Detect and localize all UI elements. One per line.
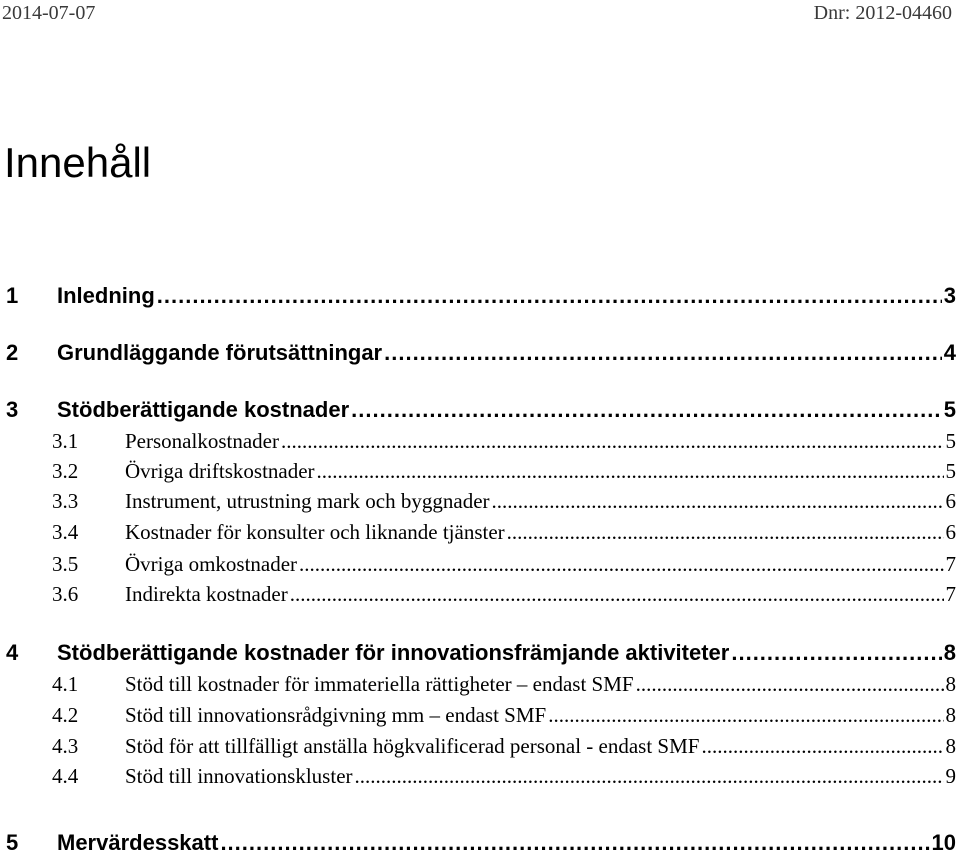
toc-entry-number: 4 xyxy=(6,640,19,665)
dot-leader xyxy=(317,459,944,484)
toc-entry-label: Övriga driftskostnader xyxy=(125,459,315,483)
toc-entry-number: 4.1 xyxy=(52,672,79,696)
toc-entry-number: 2 xyxy=(6,340,19,365)
toc-entry-4[interactable] xyxy=(6,640,956,670)
toc-entry-number: 3.2 xyxy=(52,459,79,483)
dot-leader xyxy=(355,764,944,789)
dot-leader xyxy=(701,734,943,759)
toc-entry-2[interactable] xyxy=(6,340,956,370)
toc-entry-3-5[interactable] xyxy=(52,552,956,582)
toc-entry-3[interactable] xyxy=(6,397,956,427)
toc-entry-page: 6 xyxy=(945,489,956,513)
toc-entry-page: 5 xyxy=(943,397,956,422)
toc-entry-4-3[interactable] xyxy=(52,734,956,764)
toc-entry-label: Indirekta kostnader xyxy=(125,582,288,606)
dot-leader xyxy=(731,640,941,666)
toc-entry-number: 3 xyxy=(6,397,19,422)
toc-entry-number: 3.4 xyxy=(52,520,79,544)
toc-entry-label: Kostnader för konsulter och liknande tjänster xyxy=(125,520,505,544)
dot-leader xyxy=(220,830,929,856)
toc-entry-page: 10 xyxy=(931,830,956,855)
toc-entry-4-2[interactable] xyxy=(52,703,956,733)
dot-leader xyxy=(492,489,944,514)
dot-leader xyxy=(636,672,944,697)
toc-entry-label: Instrument, utrustning mark och byggnader xyxy=(125,489,490,513)
dot-leader xyxy=(290,582,944,607)
dot-leader xyxy=(299,552,943,577)
toc-entry-3-4[interactable] xyxy=(52,520,956,550)
toc-entry-label: Övriga omkostnader xyxy=(125,552,298,576)
toc-entry-number: 3.1 xyxy=(52,429,79,453)
dot-leader xyxy=(281,429,944,454)
toc-entry-page: 4 xyxy=(943,340,956,365)
toc-entry-4-4[interactable] xyxy=(52,764,956,794)
toc-entry-page: 5 xyxy=(945,459,956,483)
toc-entry-label: Stödberättigande kostnader för innovationsfrämjande aktiviteter xyxy=(57,640,730,665)
toc-entry-page: 6 xyxy=(945,520,956,544)
toc-entry-number: 3.5 xyxy=(52,552,79,576)
toc-entry-label: Stöd till innovationsrådgivning mm – endast SMF xyxy=(125,703,547,727)
toc-entry-label: Stöd till innovationskluster xyxy=(125,764,353,788)
dot-leader xyxy=(548,703,943,728)
dot-leader xyxy=(351,397,942,423)
toc-entry-page: 7 xyxy=(945,552,956,576)
toc-entry-page: 9 xyxy=(945,764,956,788)
toc-entry-label: Stödberättigande kostnader xyxy=(57,397,350,422)
toc-entry-number: 3.6 xyxy=(52,582,79,606)
toc-entry-page: 8 xyxy=(945,672,956,696)
toc-entry-number: 1 xyxy=(6,283,19,308)
toc-entry-label: Personalkostnader xyxy=(125,429,279,453)
toc-entry-3-2[interactable] xyxy=(52,459,956,489)
dot-leader xyxy=(157,283,942,309)
toc-entry-number: 5 xyxy=(6,830,19,855)
toc-entry-3-3[interactable] xyxy=(52,489,956,519)
toc-entry-5[interactable] xyxy=(6,830,956,860)
toc-title: Innehåll xyxy=(4,139,152,186)
toc-entry-number: 4.2 xyxy=(52,703,79,727)
toc-entry-page: 8 xyxy=(945,703,956,727)
toc-entry-page: 5 xyxy=(945,429,956,453)
toc-entry-page: 7 xyxy=(945,582,956,606)
dot-leader xyxy=(384,340,942,366)
toc-entry-label: Stöd för att tillfälligt anställa högkvalificerad personal - endast SMF xyxy=(125,734,700,758)
toc-entry-3-1[interactable] xyxy=(52,429,956,459)
toc-entry-number: 3.3 xyxy=(52,489,79,513)
toc-entry-number: 4.4 xyxy=(52,764,79,788)
toc-entry-page: 8 xyxy=(945,734,956,758)
toc-entry-3-6[interactable] xyxy=(52,582,956,612)
toc-entry-page: 3 xyxy=(943,283,956,308)
toc-entry-page: 8 xyxy=(943,640,956,665)
toc-entry-label: Grundläggande förutsättningar xyxy=(57,340,383,365)
dot-leader xyxy=(507,520,944,545)
toc-entry-label: Mervärdesskatt xyxy=(57,830,219,855)
header-date: 2014-07-07 xyxy=(2,2,96,24)
toc-entry-1[interactable] xyxy=(6,283,956,313)
toc-entry-number: 4.3 xyxy=(52,734,79,758)
toc-entry-4-1[interactable] xyxy=(52,672,956,702)
header-dnr: Dnr: 2012-04460 xyxy=(813,2,952,24)
toc-entry-label: Stöd till kostnader för immateriella rättigheter – endast SMF xyxy=(125,672,634,696)
toc-entry-label: Inledning xyxy=(57,283,155,308)
